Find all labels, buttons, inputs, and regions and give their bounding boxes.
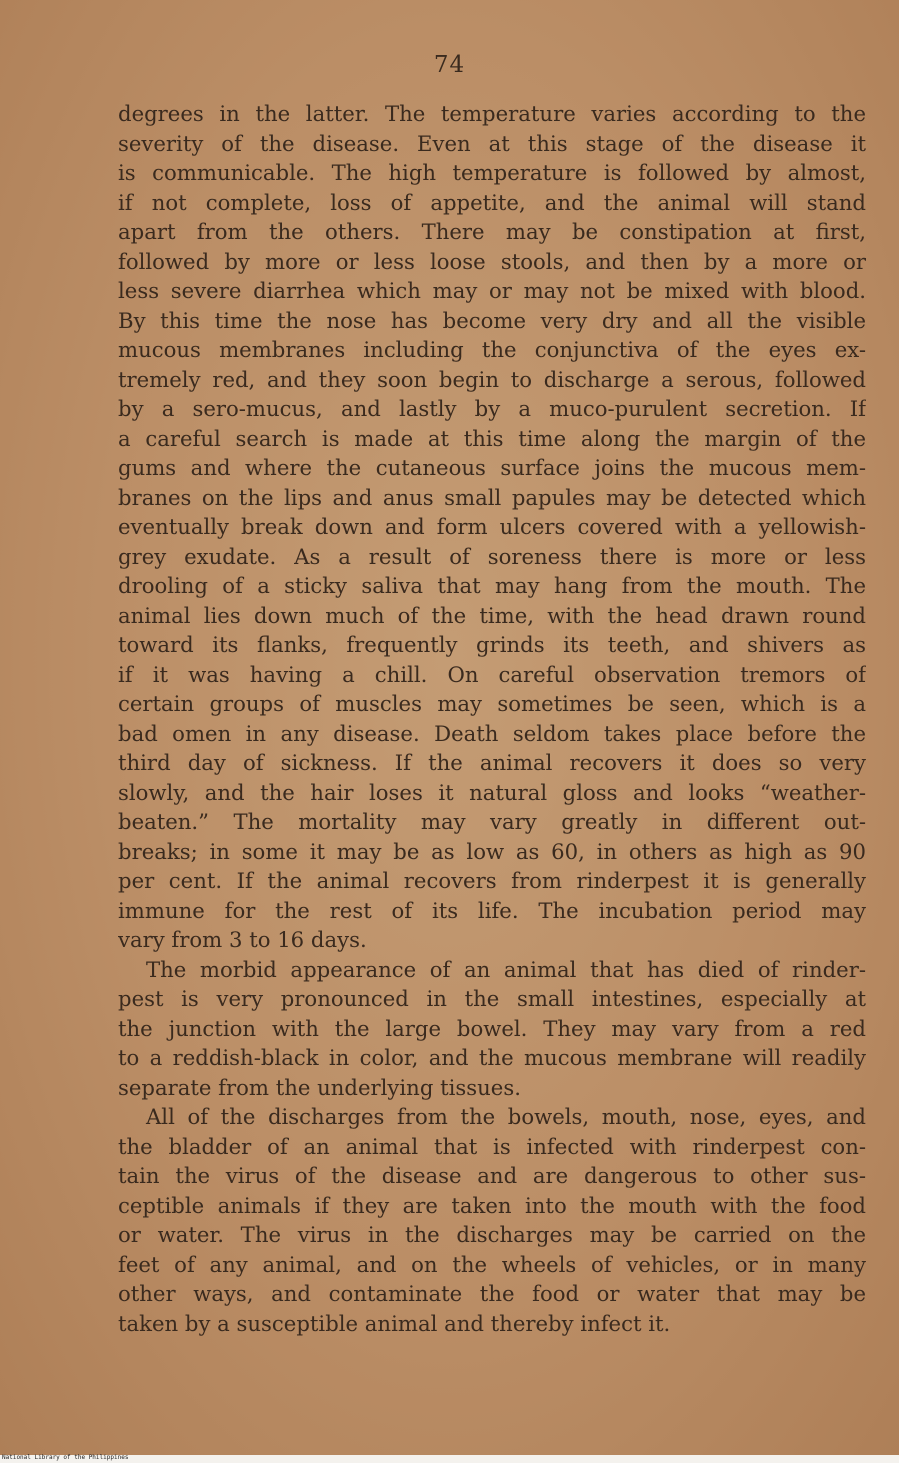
text-line: followed by more or less loose stools, and then by a more or bbox=[118, 248, 866, 274]
text-line: a careful search is made at this time along the margin of the bbox=[118, 425, 866, 451]
text-line: mucous membranes including the conjunctiva of the eyes ex- bbox=[118, 337, 866, 362]
text-line: degrees in the latter. The temperature varies according to the bbox=[118, 101, 866, 126]
text-line: is communicable. The high temperature is followed by almost, bbox=[118, 160, 866, 185]
text-line: ceptible animals if they are taken into the mouth with the food bbox=[118, 1192, 866, 1218]
text-line: gums and where the cutaneous surface joins the mucous mem- bbox=[118, 455, 866, 480]
text-line: the junction with the large bowel. They may vary from a red bbox=[118, 1015, 866, 1041]
text-line: other ways, and contaminate the food or water that may be bbox=[118, 1281, 866, 1306]
text-line: The morbid appearance of an animal that has died of rinder- bbox=[146, 956, 866, 982]
text-line: less severe diarrhea which may or may not be mixed with blood. bbox=[118, 278, 866, 303]
text-line: to a reddish-black in color, and the mucous membrane will readily bbox=[118, 1045, 866, 1070]
footer-credit: National Library of the Philippines bbox=[2, 1454, 129, 1461]
text-line: feet of any animal, and on the wheels of vehicles, or in many bbox=[118, 1251, 866, 1277]
text-line: apart from the others. There may be constipation at first, bbox=[118, 219, 866, 244]
text-line: per cent. If the animal recovers from rinderpest it is generally bbox=[118, 868, 866, 893]
text-line: toward its flanks, frequently grinds its teeth, and shivers as bbox=[118, 632, 866, 657]
text-line: or water. The virus in the discharges may be carried on the bbox=[118, 1222, 866, 1247]
text-line: drooling of a sticky saliva that may hang from the mouth. The bbox=[118, 573, 866, 598]
page-number: 74 bbox=[433, 52, 466, 78]
text-line: taken by a susceptible animal and thereby infect it. bbox=[118, 1310, 671, 1336]
body-text bbox=[118, 99, 866, 1338]
text-line: animal lies down much of the time, with the head drawn round bbox=[118, 602, 866, 628]
text-line: branes on the lips and anus small papules may be detected which bbox=[118, 484, 866, 510]
text-line: eventually break down and form ulcers covered with a yellowish- bbox=[118, 514, 866, 539]
text-line: tremely red, and they soon begin to discharge a serous, followed bbox=[118, 366, 866, 392]
text-line: By this time the nose has become very dry and all the visible bbox=[118, 307, 866, 333]
text-line: pest is very pronounced in the small intestines, especially at bbox=[118, 986, 866, 1011]
text-line: certain groups of muscles may sometimes be seen, which is a bbox=[118, 691, 866, 716]
text-line: separate from the underlying tissues. bbox=[118, 1074, 521, 1100]
scan-footer bbox=[0, 1455, 899, 1463]
text-line: breaks; in some it may be as low as 60, in others as high as 90 bbox=[118, 838, 866, 864]
text-line: grey exudate. As a result of soreness there is more or less bbox=[118, 543, 866, 569]
text-line: vary from 3 to 16 days. bbox=[118, 927, 367, 952]
text-line: beaten.” The mortality may vary greatly in different out- bbox=[118, 809, 866, 834]
text-line: the bladder of an animal that is infected with rinderpest con- bbox=[118, 1133, 866, 1159]
text-line: if not complete, loss of appetite, and the animal will stand bbox=[118, 189, 866, 215]
text-line: if it was having a chill. On careful observation tremors of bbox=[118, 661, 866, 687]
text-line: slowly, and the hair loses it natural gloss and looks “weather- bbox=[118, 779, 866, 805]
text-line: All of the discharges from the bowels, mouth, nose, eyes, and bbox=[146, 1104, 866, 1129]
text-line: severity of the disease. Even at this stage of the disease it bbox=[118, 130, 866, 156]
text-line: immune for the rest of its life. The incubation period may bbox=[118, 897, 866, 923]
text-line: tain the virus of the disease and are dangerous to other sus- bbox=[118, 1163, 866, 1188]
text-line: by a sero-mucus, and lastly by a muco-purulent secretion. If bbox=[118, 396, 866, 421]
text-line: bad omen in any disease. Death seldom takes place before the bbox=[118, 720, 866, 746]
text-line: third day of sickness. If the animal recovers it does so very bbox=[118, 750, 866, 775]
